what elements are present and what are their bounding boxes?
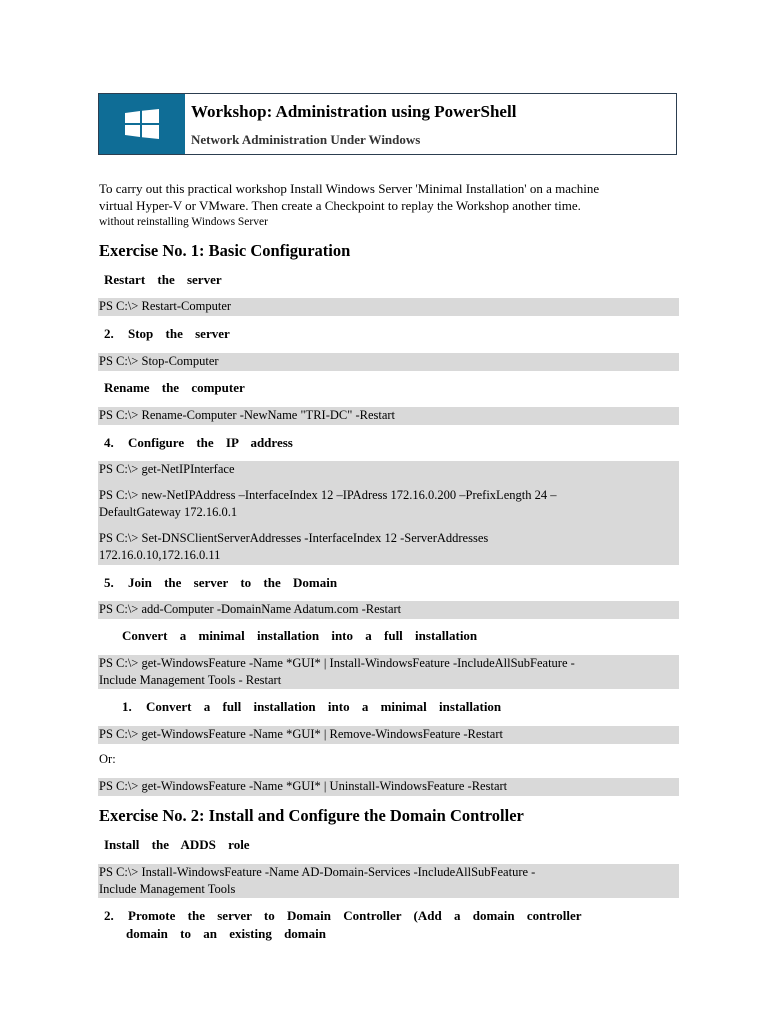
code-block-convert-minimal [98, 726, 679, 744]
code-block-uninstall [98, 778, 679, 796]
step-promote-heading [104, 908, 582, 924]
step-label: Convert a full installation into a minimal installation [146, 699, 502, 714]
code-line: PS C:\> Set-DNSClientServerAddresses -InterfaceIndex 12 -ServerAddresses [99, 531, 489, 545]
code-line: PS C:\> Restart-Computer [99, 299, 232, 313]
intro-line-2: virtual Hyper-V or VMware. Then create a Checkpoint to replay the Workshop another time. [99, 198, 581, 213]
code-block-restart [98, 298, 679, 316]
header-box [98, 93, 677, 155]
step-stop-heading [104, 326, 230, 342]
intro-line-1: To carry out this practical workshop Install Windows Server 'Minimal Installation' on a machine [99, 181, 600, 196]
step-label: Configure the IP address [128, 435, 293, 450]
page-title: Workshop: Administration using PowerShell [191, 102, 517, 121]
code-block-adds [98, 864, 679, 898]
code-line: PS C:\> get-NetIPInterface [99, 462, 235, 476]
exercise-2-heading: Exercise No. 2: Install and Configure the Domain Controller [99, 806, 524, 825]
step-label: Promote the server to Domain Controller (Add a domain controller [128, 908, 582, 923]
step-label: Stop the server [128, 326, 230, 341]
step-number: 2. [104, 326, 114, 341]
code-line: Include Management Tools - Restart [99, 673, 282, 687]
step-restart-heading: Restart the server [104, 272, 222, 287]
step-number: 4. [104, 435, 114, 450]
intro-line-3: without reinstalling Windows Server [99, 216, 268, 228]
step-adds-heading: Install the ADDS role [104, 837, 250, 852]
exercise-1-heading: Exercise No. 1: Basic Configuration [99, 241, 351, 260]
code-line: 172.16.0.10,172.16.0.11 [99, 548, 221, 562]
logo-block [99, 94, 185, 154]
code-block-join [98, 601, 679, 619]
step-join-heading [104, 575, 337, 591]
step-number: 1. [122, 699, 132, 714]
step-label: Join the server to the Domain [128, 575, 338, 590]
code-line: Include Management Tools [99, 882, 236, 896]
step-ip-heading [104, 435, 293, 451]
step-convert-minimal-heading [122, 699, 501, 715]
code-block-stop [98, 353, 679, 371]
code-line: PS C:\> get-WindowsFeature -Name *GUI* | Install-WindowsFeature -IncludeAllSubFeature - [99, 656, 575, 670]
code-line: PS C:\> new-NetIPAddress –InterfaceIndex 12 –IPAdress 172.16.0.200 –PrefixLength 24 – [99, 488, 557, 502]
code-block-ip [98, 461, 679, 565]
code-block-convert-full [98, 655, 679, 689]
step-rename-heading: Rename the computer [104, 380, 245, 395]
code-block-rename [98, 407, 679, 425]
code-line: PS C:\> get-WindowsFeature -Name *GUI* | Remove-WindowsFeature -Restart [99, 727, 503, 741]
step-number: 2. [104, 908, 114, 923]
step-number: 5. [104, 575, 114, 590]
page-subtitle: Network Administration Under Windows [191, 132, 421, 147]
code-line: PS C:\> Stop-Computer [99, 354, 219, 368]
windows-logo-icon [125, 109, 159, 139]
code-line: PS C:\> get-WindowsFeature -Name *GUI* | Uninstall-WindowsFeature -Restart [99, 779, 508, 793]
code-line: DefaultGateway 172.16.0.1 [99, 505, 238, 519]
or-text: Or: [99, 752, 116, 766]
code-line: PS C:\> Rename-Computer -NewName "TRI-DC" -Restart [99, 408, 396, 422]
code-line: PS C:\> Install-WindowsFeature -Name AD-Domain-Services -IncludeAllSubFeature - [99, 865, 536, 879]
step-promote-heading-cont: domain to an existing domain [126, 926, 326, 941]
code-line: PS C:\> add-Computer -DomainName Adatum.com -Restart [99, 602, 402, 616]
step-convert-full-heading: Convert a minimal installation into a full installation [122, 628, 478, 643]
